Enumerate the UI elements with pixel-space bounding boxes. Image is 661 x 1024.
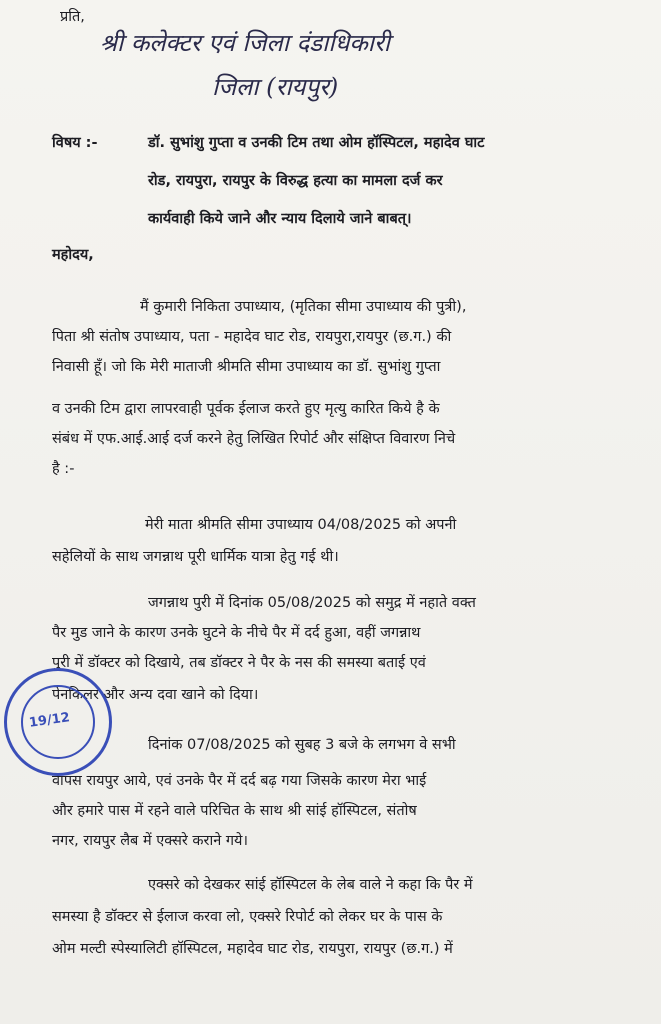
para1-line-5: संबंध में एफ.आई.आई दर्ज करने हेतु लिखित रिपोर्ट और संक्षिप्त विवारण निचे	[52, 431, 456, 447]
para1-line-1: मैं कुमारी निकिता उपाध्याय, (मृतिका सीमा उपाध्याय की पुत्री),	[140, 299, 467, 315]
para3-line-1: जगन्नाथ पुरी में दिनांक 05/08/2025 को समुद्र में नहाते वक्त	[148, 595, 476, 611]
para4-line-4: नगर, रायपुर लैब में एक्सरे कराने गये।	[52, 833, 248, 849]
para3-line-2: पैर मुड जाने के कारण उनके घुटने के नीचे पैर में दर्द हुआ, वहीं जगन्नाथ	[52, 625, 421, 641]
salutation: महोदय,	[52, 247, 94, 263]
para1-line-4: व उनकी टिम द्वारा लापरवाही पूर्वक ईलाज करते हुए मृत्यु कारित किये है के	[52, 401, 440, 417]
para1-line-2: पिता श्री संतोष उपाध्याय, पता - महादेव घाट रोड, रायपुरा,रायपुर (छ.ग.) की	[52, 329, 452, 345]
subject-line-2: रोड, रायपुरा, रायपुर के विरुद्ध हत्या का मामला दर्ज कर	[148, 173, 443, 189]
addressee-line-2: जिला (रायपुर)	[212, 73, 339, 101]
prati-label: प्रति,	[60, 9, 85, 25]
para1-line-3: निवासी हूँ। जो कि मेरी माताजी श्रीमति सीमा उपाध्याय का डॉ. सुभांशु गुप्ता	[52, 359, 441, 375]
subject-label: विषय :-	[52, 135, 98, 151]
stamp-date: 19/12	[28, 710, 71, 731]
subject-line-3: कार्यवाही किये जाने और न्याय दिलाये जाने बाबत्।	[148, 211, 412, 227]
subject-line-1: डॉ. सुभांशु गुप्ता व उनकी टिम तथा ओम हॉस्पिटल, महादेव घाट	[148, 135, 485, 151]
para5-line-2: समस्या है डॉक्टर से ईलाज करवा लो, एक्सरे रिपोर्ट को लेकर घर के पास के	[52, 909, 443, 925]
para2-line-2: सहेलियों के साथ जगन्नाथ पूरी धार्मिक यात्रा हेतु गई थी।	[52, 549, 339, 565]
para1-line-6: है :-	[52, 461, 75, 477]
para4-line-2: वापस रायपुर आये, एवं उनके पैर में दर्द बढ़ गया जिसके कारण मेरा भाई	[52, 773, 427, 789]
para5-line-3: ओम मल्टी स्पेस्यालिटी हॉस्पिटल, महादेव घाट रोड, रायपुरा, रायपुर (छ.ग.) में	[52, 941, 453, 957]
para5-line-1: एक्सरे को देखकर सांई हॉस्पिटल के लेब वाले ने कहा कि पैर में	[148, 877, 473, 893]
para2-line-1: मेरी माता श्रीमति सीमा उपाध्याय 04/08/2025 को अपनी	[145, 517, 457, 533]
addressee-line-1: श्री कलेक्टर एवं जिला दंडाधिकारी	[100, 29, 391, 57]
para4-line-1: दिनांक 07/08/2025 को सुबह 3 बजे के लगभग वे सभी	[148, 737, 456, 753]
official-stamp	[4, 668, 112, 776]
para4-line-3: और हमारे पास में रहने वाले परिचित के साथ श्री सांई हॉस्पिटल, संतोष	[52, 803, 417, 819]
para3-line-3: पुरी में डॉक्टर को दिखाये, तब डॉक्टर ने पैर के नस की समस्या बताई एवं	[52, 655, 426, 671]
para3-line-4: पेनकिलर और अन्य दवा खाने को दिया।	[52, 687, 259, 703]
